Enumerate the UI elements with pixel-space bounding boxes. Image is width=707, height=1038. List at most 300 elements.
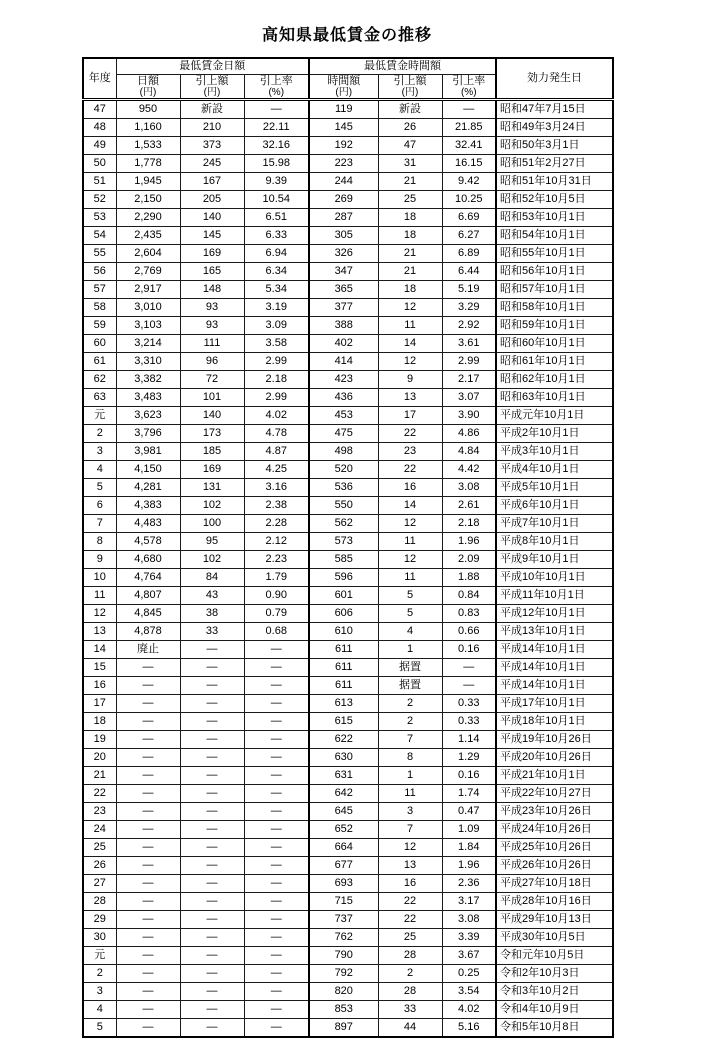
table-row — [83, 604, 613, 622]
hourly-increase-cell: 44 — [378, 1018, 442, 1037]
hourly-amount-cell: 792 — [309, 964, 378, 982]
hourly-amount-cell: 615 — [309, 712, 378, 730]
daily-rate-cell: 2.99 — [244, 352, 309, 370]
hourly-rate-cell: 3.08 — [442, 910, 496, 928]
daily-rate-cell: — — [244, 892, 309, 910]
daily-amount-cell: 3,483 — [116, 388, 180, 406]
hourly-increase-cell: 2 — [378, 694, 442, 712]
daily-increase-cell: 140 — [180, 406, 244, 424]
effective-date-cell: 平成23年10月26日 — [496, 802, 613, 820]
daily-amount-cell: 3,103 — [116, 316, 180, 334]
year-cell: 5 — [83, 478, 116, 496]
effective-date-cell: 平成24年10月26日 — [496, 820, 613, 838]
daily-rate-cell: 4.25 — [244, 460, 309, 478]
hourly-amount-cell: 305 — [309, 226, 378, 244]
hourly-amount-cell: 630 — [309, 748, 378, 766]
year-cell: 12 — [83, 604, 116, 622]
daily-amount-cell: 3,981 — [116, 442, 180, 460]
daily-amount-cell: 4,878 — [116, 622, 180, 640]
hourly-rate-cell: 1.96 — [442, 532, 496, 550]
daily-increase-cell: — — [180, 1000, 244, 1018]
effective-date-cell: 昭和47年7月15日 — [496, 99, 613, 118]
daily-rate-cell: 4.87 — [244, 442, 309, 460]
hourly-increase-cell: 5 — [378, 586, 442, 604]
daily-increase-cell: 38 — [180, 604, 244, 622]
hourly-amount-cell: 436 — [309, 388, 378, 406]
hourly-increase-cell: 2 — [378, 964, 442, 982]
hourly-increase-cell: 14 — [378, 496, 442, 514]
hourly-rate-cell: 2.92 — [442, 316, 496, 334]
year-cell: 55 — [83, 244, 116, 262]
daily-increase-cell: 新設 — [180, 99, 244, 118]
effective-date-cell: 昭和50年3月1日 — [496, 136, 613, 154]
col-header-label: 引上額 — [393, 74, 427, 87]
hourly-increase-cell: 22 — [378, 460, 442, 478]
effective-date-cell: 平成26年10月26日 — [496, 856, 613, 874]
table-row — [83, 478, 613, 496]
hourly-increase-cell: 11 — [378, 532, 442, 550]
daily-amount-cell: 4,150 — [116, 460, 180, 478]
hourly-rate-cell: 6.69 — [442, 208, 496, 226]
hourly-rate-cell: 32.41 — [442, 136, 496, 154]
hourly-increase-cell: 17 — [378, 406, 442, 424]
hourly-amount-cell: 677 — [309, 856, 378, 874]
daily-amount-cell: 3,623 — [116, 406, 180, 424]
hourly-rate-cell: 0.84 — [442, 586, 496, 604]
daily-increase-cell: — — [180, 910, 244, 928]
table-row — [83, 838, 613, 856]
hourly-increase-cell: 25 — [378, 928, 442, 946]
hourly-amount-cell: 585 — [309, 550, 378, 568]
daily-rate-cell: — — [244, 712, 309, 730]
daily-increase-cell: — — [180, 946, 244, 964]
daily-amount-cell: — — [116, 712, 180, 730]
daily-rate-cell: 5.34 — [244, 280, 309, 298]
daily-amount-cell: — — [116, 982, 180, 1000]
year-cell: 18 — [83, 712, 116, 730]
effective-date-cell: 平成7年10月1日 — [496, 514, 613, 532]
table-row — [83, 910, 613, 928]
daily-amount-cell: — — [116, 874, 180, 892]
daily-increase-cell: 210 — [180, 118, 244, 136]
col-header-label: 引上率 — [452, 74, 486, 87]
col-header-daily-increase — [180, 74, 244, 99]
col-header-label: 時間額 — [327, 74, 361, 87]
effective-date-cell: 昭和57年10月1日 — [496, 280, 613, 298]
hourly-increase-cell: 据置 — [378, 676, 442, 694]
hourly-amount-cell: 611 — [309, 658, 378, 676]
table-row — [83, 622, 613, 640]
daily-increase-cell: 165 — [180, 262, 244, 280]
hourly-increase-cell: 5 — [378, 604, 442, 622]
daily-increase-cell: — — [180, 640, 244, 658]
daily-rate-cell: 2.28 — [244, 514, 309, 532]
daily-amount-cell: 4,483 — [116, 514, 180, 532]
daily-rate-cell: 3.16 — [244, 478, 309, 496]
hourly-rate-cell: — — [442, 676, 496, 694]
daily-amount-cell: 廃止 — [116, 640, 180, 658]
daily-increase-cell: — — [180, 712, 244, 730]
year-cell: 4 — [83, 460, 116, 478]
daily-amount-cell: 3,796 — [116, 424, 180, 442]
daily-amount-cell: — — [116, 784, 180, 802]
daily-increase-cell: — — [180, 802, 244, 820]
table-row — [83, 226, 613, 244]
daily-rate-cell: 4.78 — [244, 424, 309, 442]
hourly-increase-cell: 12 — [378, 298, 442, 316]
daily-amount-cell: — — [116, 676, 180, 694]
hourly-increase-cell: 18 — [378, 280, 442, 298]
daily-increase-cell: — — [180, 694, 244, 712]
effective-date-cell: 令和元年10月5日 — [496, 946, 613, 964]
hourly-rate-cell: 0.66 — [442, 622, 496, 640]
hourly-increase-cell: 2 — [378, 712, 442, 730]
hourly-increase-cell: 1 — [378, 766, 442, 784]
daily-rate-cell: — — [244, 838, 309, 856]
year-cell: 8 — [83, 532, 116, 550]
hourly-rate-cell: 2.17 — [442, 370, 496, 388]
daily-increase-cell: 84 — [180, 568, 244, 586]
daily-amount-cell: 2,917 — [116, 280, 180, 298]
table-row — [83, 280, 613, 298]
hourly-rate-cell: 1.09 — [442, 820, 496, 838]
year-cell: 2 — [83, 964, 116, 982]
table-row — [83, 856, 613, 874]
hourly-increase-cell: 12 — [378, 352, 442, 370]
daily-amount-cell: 2,604 — [116, 244, 180, 262]
hourly-rate-cell: 2.99 — [442, 352, 496, 370]
hourly-amount-cell: 762 — [309, 928, 378, 946]
hourly-amount-cell: 269 — [309, 190, 378, 208]
table-row — [83, 658, 613, 676]
hourly-increase-cell: 11 — [378, 568, 442, 586]
table-row — [83, 748, 613, 766]
daily-increase-cell: — — [180, 730, 244, 748]
daily-amount-cell: 3,010 — [116, 298, 180, 316]
table-row — [83, 784, 613, 802]
hourly-rate-cell: 21.85 — [442, 118, 496, 136]
hourly-rate-cell: 0.16 — [442, 766, 496, 784]
daily-amount-cell: 950 — [116, 99, 180, 118]
effective-date-cell: 平成13年10月1日 — [496, 622, 613, 640]
year-cell: 16 — [83, 676, 116, 694]
effective-date-cell: 昭和54年10月1日 — [496, 226, 613, 244]
hourly-increase-cell: 12 — [378, 514, 442, 532]
col-group-daily-wage: 最低賃金日額 — [116, 58, 309, 74]
table-row — [83, 640, 613, 658]
daily-amount-cell: 2,150 — [116, 190, 180, 208]
table-row — [83, 1000, 613, 1018]
table-row — [83, 928, 613, 946]
hourly-amount-cell: 287 — [309, 208, 378, 226]
table-row — [83, 406, 613, 424]
hourly-rate-cell: 6.44 — [442, 262, 496, 280]
hourly-amount-cell: 606 — [309, 604, 378, 622]
hourly-rate-cell: 5.16 — [442, 1018, 496, 1037]
year-cell: 57 — [83, 280, 116, 298]
daily-rate-cell: — — [244, 1000, 309, 1018]
hourly-increase-cell: 13 — [378, 856, 442, 874]
col-header-year: 年度 — [83, 58, 116, 99]
daily-amount-cell: 2,769 — [116, 262, 180, 280]
daily-increase-cell: — — [180, 874, 244, 892]
daily-increase-cell: — — [180, 658, 244, 676]
hourly-rate-cell: 1.14 — [442, 730, 496, 748]
effective-date-cell: 昭和51年2月27日 — [496, 154, 613, 172]
daily-rate-cell: — — [244, 982, 309, 1000]
hourly-rate-cell: 3.61 — [442, 334, 496, 352]
daily-increase-cell: — — [180, 964, 244, 982]
year-cell: 21 — [83, 766, 116, 784]
year-cell: 27 — [83, 874, 116, 892]
hourly-rate-cell: 1.96 — [442, 856, 496, 874]
table-row — [83, 586, 613, 604]
daily-rate-cell: — — [244, 964, 309, 982]
daily-rate-cell: — — [244, 730, 309, 748]
daily-rate-cell: 6.33 — [244, 226, 309, 244]
hourly-rate-cell: 1.29 — [442, 748, 496, 766]
table-row — [83, 388, 613, 406]
daily-increase-cell: 101 — [180, 388, 244, 406]
hourly-increase-cell: 31 — [378, 154, 442, 172]
hourly-rate-cell: 1.88 — [442, 568, 496, 586]
daily-increase-cell: 205 — [180, 190, 244, 208]
year-cell: 24 — [83, 820, 116, 838]
daily-amount-cell: — — [116, 1000, 180, 1018]
col-header-label: 引上率 — [259, 74, 293, 87]
daily-amount-cell: 4,845 — [116, 604, 180, 622]
table-row — [83, 370, 613, 388]
daily-rate-cell: — — [244, 99, 309, 118]
effective-date-cell: 平成19年10月26日 — [496, 730, 613, 748]
hourly-increase-cell: 14 — [378, 334, 442, 352]
daily-increase-cell: — — [180, 676, 244, 694]
year-cell: 10 — [83, 568, 116, 586]
hourly-rate-cell: 2.61 — [442, 496, 496, 514]
hourly-amount-cell: 601 — [309, 586, 378, 604]
col-header-unit: (円) — [335, 86, 353, 98]
table-row — [83, 568, 613, 586]
effective-date-cell: 昭和51年10月31日 — [496, 172, 613, 190]
hourly-amount-cell: 611 — [309, 640, 378, 658]
year-cell: 54 — [83, 226, 116, 244]
effective-date-cell: 平成11年10月1日 — [496, 586, 613, 604]
year-cell: 53 — [83, 208, 116, 226]
hourly-amount-cell: 622 — [309, 730, 378, 748]
year-cell: 56 — [83, 262, 116, 280]
daily-increase-cell: — — [180, 892, 244, 910]
daily-increase-cell: — — [180, 820, 244, 838]
daily-increase-cell: — — [180, 982, 244, 1000]
effective-date-cell: 平成3年10月1日 — [496, 442, 613, 460]
daily-rate-cell: 6.34 — [244, 262, 309, 280]
daily-amount-cell: 1,533 — [116, 136, 180, 154]
col-group-hourly-wage: 最低賃金時間額 — [309, 58, 496, 74]
year-cell: 62 — [83, 370, 116, 388]
col-header-effective-date: 効力発生日 — [496, 58, 613, 99]
table-row — [83, 766, 613, 784]
daily-rate-cell: 15.98 — [244, 154, 309, 172]
daily-increase-cell: 72 — [180, 370, 244, 388]
daily-increase-cell: — — [180, 928, 244, 946]
effective-date-cell: 平成22年10月27日 — [496, 784, 613, 802]
hourly-amount-cell: 642 — [309, 784, 378, 802]
hourly-increase-cell: 18 — [378, 226, 442, 244]
daily-increase-cell: 111 — [180, 334, 244, 352]
daily-amount-cell: — — [116, 694, 180, 712]
year-cell: 29 — [83, 910, 116, 928]
year-cell: 48 — [83, 118, 116, 136]
daily-increase-cell: — — [180, 1018, 244, 1037]
daily-increase-cell: 100 — [180, 514, 244, 532]
effective-date-cell: 平成29年10月13日 — [496, 910, 613, 928]
table-header — [83, 58, 613, 99]
hourly-amount-cell: 897 — [309, 1018, 378, 1037]
effective-date-cell: 昭和49年3月24日 — [496, 118, 613, 136]
daily-increase-cell: 102 — [180, 550, 244, 568]
effective-date-cell: 平成9年10月1日 — [496, 550, 613, 568]
table-row — [83, 946, 613, 964]
col-header-hourly-increase — [378, 74, 442, 99]
effective-date-cell: 平成元年10月1日 — [496, 406, 613, 424]
hourly-amount-cell: 402 — [309, 334, 378, 352]
effective-date-cell: 昭和60年10月1日 — [496, 334, 613, 352]
year-cell: 25 — [83, 838, 116, 856]
daily-rate-cell: 9.39 — [244, 172, 309, 190]
hourly-amount-cell: 562 — [309, 514, 378, 532]
daily-amount-cell: — — [116, 946, 180, 964]
daily-rate-cell: 3.09 — [244, 316, 309, 334]
hourly-increase-cell: 28 — [378, 982, 442, 1000]
hourly-amount-cell: 223 — [309, 154, 378, 172]
daily-amount-cell: 4,281 — [116, 478, 180, 496]
table-row — [83, 334, 613, 352]
daily-increase-cell: 93 — [180, 316, 244, 334]
table-row — [83, 136, 613, 154]
year-cell: 26 — [83, 856, 116, 874]
hourly-rate-cell: 4.86 — [442, 424, 496, 442]
year-cell: 2 — [83, 424, 116, 442]
hourly-rate-cell: 4.84 — [442, 442, 496, 460]
hourly-rate-cell: 0.47 — [442, 802, 496, 820]
daily-amount-cell: — — [116, 820, 180, 838]
year-cell: 19 — [83, 730, 116, 748]
col-header-unit: (%) — [268, 86, 285, 98]
daily-rate-cell: 6.51 — [244, 208, 309, 226]
effective-date-cell: 平成17年10月1日 — [496, 694, 613, 712]
daily-rate-cell: — — [244, 748, 309, 766]
hourly-amount-cell: 652 — [309, 820, 378, 838]
table-row — [83, 532, 613, 550]
hourly-amount-cell: 453 — [309, 406, 378, 424]
hourly-increase-cell: 18 — [378, 208, 442, 226]
hourly-rate-cell: 0.33 — [442, 712, 496, 730]
hourly-increase-cell: 7 — [378, 820, 442, 838]
daily-increase-cell: 245 — [180, 154, 244, 172]
daily-rate-cell: 2.38 — [244, 496, 309, 514]
daily-rate-cell: — — [244, 676, 309, 694]
daily-increase-cell: — — [180, 838, 244, 856]
effective-date-cell: 平成2年10月1日 — [496, 424, 613, 442]
year-cell: 20 — [83, 748, 116, 766]
daily-rate-cell: 2.18 — [244, 370, 309, 388]
daily-amount-cell: 3,214 — [116, 334, 180, 352]
hourly-increase-cell: 8 — [378, 748, 442, 766]
hourly-increase-cell: 7 — [378, 730, 442, 748]
daily-amount-cell: — — [116, 928, 180, 946]
hourly-increase-cell: 22 — [378, 424, 442, 442]
year-cell: 61 — [83, 352, 116, 370]
daily-amount-cell: — — [116, 748, 180, 766]
daily-amount-cell: — — [116, 730, 180, 748]
table-row — [83, 172, 613, 190]
year-cell: 元 — [83, 946, 116, 964]
hourly-increase-cell: 22 — [378, 892, 442, 910]
hourly-rate-cell: 0.25 — [442, 964, 496, 982]
table-row — [83, 550, 613, 568]
table-row — [83, 1018, 613, 1037]
daily-amount-cell: — — [116, 910, 180, 928]
hourly-amount-cell: 715 — [309, 892, 378, 910]
daily-rate-cell: 10.54 — [244, 190, 309, 208]
minimum-wage-table — [82, 57, 614, 1038]
effective-date-cell: 昭和62年10月1日 — [496, 370, 613, 388]
hourly-amount-cell: 520 — [309, 460, 378, 478]
hourly-increase-cell: 21 — [378, 244, 442, 262]
hourly-amount-cell: 853 — [309, 1000, 378, 1018]
hourly-amount-cell: 365 — [309, 280, 378, 298]
daily-rate-cell: — — [244, 910, 309, 928]
hourly-rate-cell: — — [442, 99, 496, 118]
table-row — [83, 442, 613, 460]
table-row — [83, 208, 613, 226]
daily-amount-cell: 4,383 — [116, 496, 180, 514]
effective-date-cell: 平成21年10月1日 — [496, 766, 613, 784]
hourly-rate-cell: 2.09 — [442, 550, 496, 568]
daily-increase-cell: 102 — [180, 496, 244, 514]
table-row — [83, 316, 613, 334]
hourly-increase-cell: 新設 — [378, 99, 442, 118]
daily-rate-cell: 0.68 — [244, 622, 309, 640]
daily-amount-cell: 4,764 — [116, 568, 180, 586]
table-row — [83, 874, 613, 892]
hourly-amount-cell: 347 — [309, 262, 378, 280]
hourly-amount-cell: 326 — [309, 244, 378, 262]
daily-rate-cell: 22.11 — [244, 118, 309, 136]
daily-rate-cell: — — [244, 802, 309, 820]
col-header-label: 日額 — [137, 74, 159, 87]
col-header-label: 引上額 — [195, 74, 229, 87]
year-cell: 3 — [83, 982, 116, 1000]
daily-rate-cell: 0.90 — [244, 586, 309, 604]
effective-date-cell: 平成6年10月1日 — [496, 496, 613, 514]
effective-date-cell: 平成25年10月26日 — [496, 838, 613, 856]
hourly-increase-cell: 13 — [378, 388, 442, 406]
daily-rate-cell: — — [244, 784, 309, 802]
year-cell: 60 — [83, 334, 116, 352]
hourly-rate-cell: 0.33 — [442, 694, 496, 712]
daily-increase-cell: 131 — [180, 478, 244, 496]
hourly-amount-cell: 613 — [309, 694, 378, 712]
hourly-rate-cell: — — [442, 658, 496, 676]
year-cell: 52 — [83, 190, 116, 208]
daily-rate-cell: 1.79 — [244, 568, 309, 586]
daily-rate-cell: — — [244, 766, 309, 784]
hourly-increase-cell: 21 — [378, 262, 442, 280]
daily-amount-cell: 3,382 — [116, 370, 180, 388]
effective-date-cell: 平成18年10月1日 — [496, 712, 613, 730]
effective-date-cell: 昭和55年10月1日 — [496, 244, 613, 262]
